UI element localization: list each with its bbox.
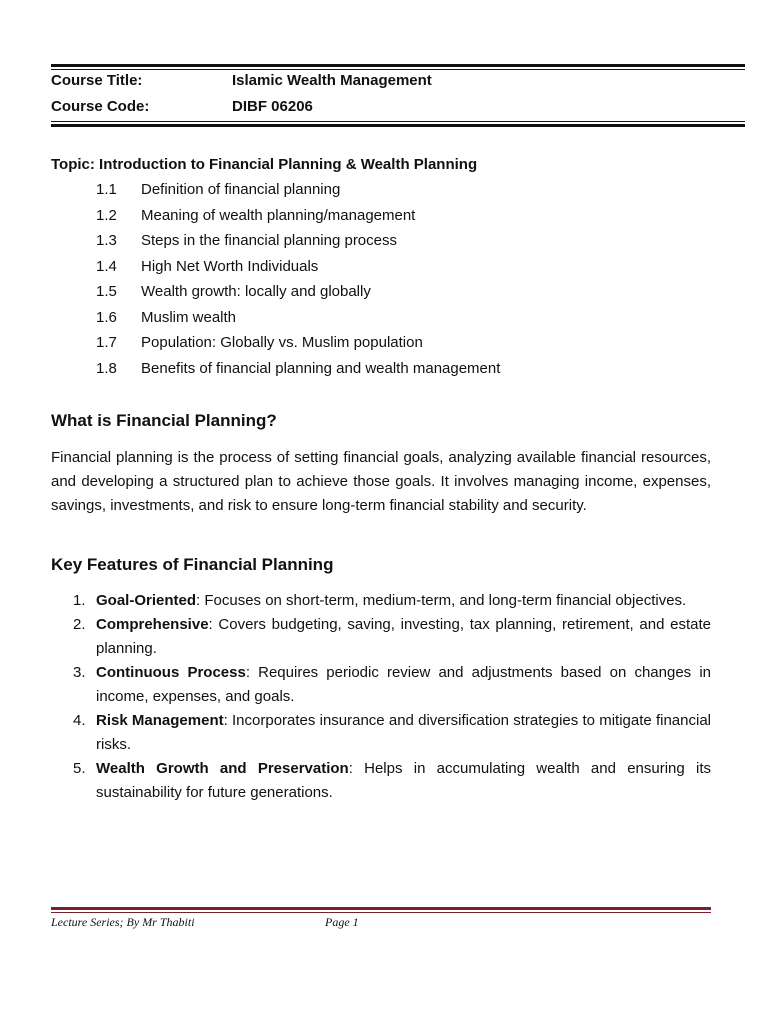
topic-text: Muslim wealth — [141, 308, 237, 326]
header-rule-top-thin — [51, 69, 745, 70]
course-code-value: DIBF 06206 — [232, 98, 313, 115]
feature-description: : Requires periodic review and adjustments based on changes in income, expenses, and goals. — [96, 664, 711, 705]
topic-number: 1.2 — [96, 206, 117, 224]
topic-text: High Net Worth Individuals — [141, 257, 319, 275]
header-rule-top-thick — [51, 64, 745, 67]
course-title-label: Course Title: — [51, 72, 143, 89]
topic-text: Steps in the financial planning process — [141, 232, 397, 249]
topic-heading: Topic: Introduction to Financial Planning & Wealth Planning — [51, 156, 478, 173]
course-title-value: Islamic Wealth Management — [232, 72, 432, 89]
footer-lecture-series: Lecture Series; By Mr Thabiti — [51, 915, 195, 929]
topic-text: Definition of financial planning — [141, 181, 341, 198]
topic-number: 1.8 — [96, 359, 117, 377]
course-title-row — [51, 72, 745, 92]
feature-number: 3. — [73, 664, 86, 681]
feature-number: 2. — [73, 616, 86, 633]
feature-term: Goal-Oriented — [96, 592, 197, 609]
feature-term: Risk Management — [96, 712, 224, 729]
feature-term: Comprehensive — [96, 616, 209, 633]
topic-number: 1.1 — [96, 181, 117, 198]
feature-description: : Helps in accumulating wealth and ensuring its sustainability for future generations. — [96, 760, 711, 801]
section-heading-key-features: Key Features of Financial Planning — [51, 555, 334, 574]
footer-rule-thin — [51, 912, 711, 913]
topic-number: 1.4 — [96, 257, 117, 275]
topic-text: Benefits of financial planning and wealth management — [141, 359, 501, 377]
key-features-list — [51, 589, 711, 805]
feature-list-item — [51, 709, 711, 757]
topic-number: 1.5 — [96, 283, 117, 300]
feature-list-item — [51, 757, 711, 805]
topic-text: Wealth growth: locally and globally — [141, 283, 371, 300]
topic-text: Population: Globally vs. Muslim population — [141, 334, 423, 351]
topic-number: 1.3 — [96, 232, 117, 249]
feature-number: 1. — [73, 592, 86, 609]
topic-number: 1.7 — [96, 334, 117, 351]
feature-description: : Covers budgeting, saving, investing, tax planning, retirement, and estate planning. — [96, 616, 711, 657]
feature-list-item — [51, 613, 711, 661]
header-rule-bottom-thin — [51, 121, 745, 122]
topic-text: Meaning of wealth planning/management — [141, 206, 416, 224]
topic-number: 1.6 — [96, 308, 117, 326]
feature-description: : Incorporates insurance and diversification strategies to mitigate financial risks. — [96, 712, 712, 753]
feature-term: Continuous Process — [96, 664, 246, 681]
section-paragraph: Financial planning is the process of setting financial goals, analyzing available financial resources, and developing a structured plan to achieve those goals. It involves managing income, expenses, savings, investments, and risk to ensure long-term financial stability and security. — [51, 449, 711, 514]
feature-description: : Focuses on short-term, medium-term, and long-term financial objectives. — [196, 592, 687, 609]
feature-list-item — [51, 589, 711, 613]
section-heading-what-is-financial-planning: What is Financial Planning? — [51, 411, 277, 430]
feature-list-item — [51, 661, 711, 709]
feature-number: 5. — [73, 760, 86, 777]
header-rule-bottom-thick — [51, 124, 745, 127]
feature-term: Wealth Growth and Preservation — [96, 760, 349, 777]
course-code-label: Course Code: — [51, 98, 150, 115]
feature-number: 4. — [73, 712, 86, 729]
footer-rule-thick — [51, 907, 711, 910]
course-code-row — [51, 98, 745, 118]
footer-page-number: Page 1 — [325, 915, 359, 929]
